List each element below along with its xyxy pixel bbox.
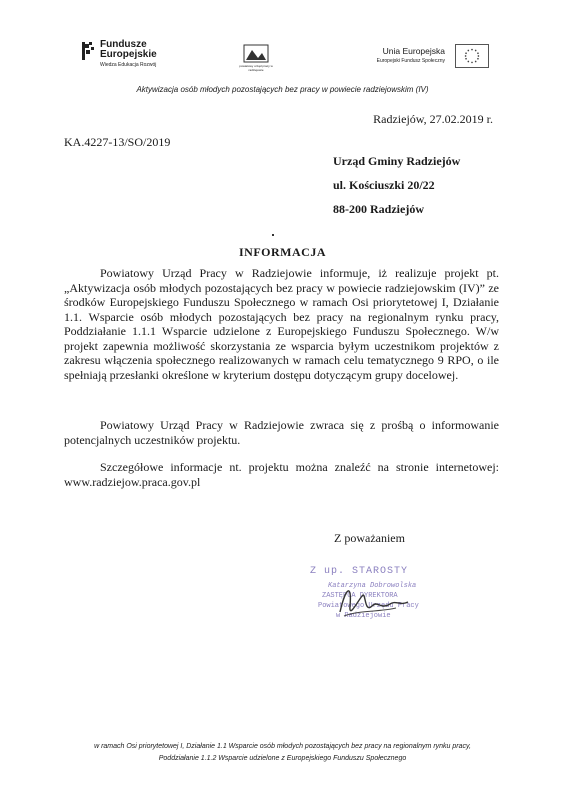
paragraph-1-text: Powiatowy Urząd Pracy w Radziejowie informuje, iż realizuje projekt pt. „Aktywizacja osób młodych pozostających bez pracy w powiecie radziejowskim (IV)” ze środków Europejskiego Funduszu Społecznego w ramach Osi priorytetowej I, Działanie 1.1. Wsparcie osób młodych pozostających bez pracy na regionalnym rynku pracy, Poddziałanie 1.1.1 Wsparcie udzielone z Europejskiego Funduszu Społecznego. W/w projekt zapewnia możliwość skorzystania ze wsparcia byłym uczestnikom projektów z zakresu włączenia społecznego realizowanych w ramach celu tematycznego 9 RPO, o ile spełniają przesłanki określone w kryterium dostępu dotyczącym grupy docelowej.: [64, 266, 499, 382]
footer-line2: Poddziałanie 1.1.2 Wsparcie udzielone z Europejskiego Funduszu Społecznego: [158, 755, 407, 762]
fundusze-europejskie-logo: [82, 40, 192, 76]
stamp-line1: Z up. STAROSTY: [310, 566, 409, 577]
reference-number: KA.4227-13/SO/2019: [64, 135, 171, 149]
stamp-line3: ZASTĘPCA DYREKTORA: [322, 592, 398, 600]
fe-logo-line3: Wiedza Edukacja Rozwój: [100, 62, 157, 68]
paragraph-2-text: Powiatowy Urząd Pracy w Radziejowie zwraca się z prośbą o informowanie potencjalnych uczestników projektu.: [64, 418, 499, 447]
official-stamp: [300, 566, 430, 646]
unia-europejska-logo: [367, 44, 489, 74]
eu-flag-icon: [455, 44, 489, 68]
handwritten-signature: [300, 566, 430, 646]
speck: [272, 234, 274, 236]
ue-logo-line2: Europejski Fundusz Społeczny: [376, 58, 445, 64]
closing-greeting: Z poważaniem: [334, 531, 405, 545]
body-paragraph-3: [64, 460, 499, 489]
ue-logo-line1: Unia Europejska: [382, 46, 445, 56]
recipient-street: ul. Kościuszki 20/22: [333, 178, 435, 192]
stamp-line5: w Radziejowie: [336, 612, 391, 620]
recipient-city: 88-200 Radziejów: [333, 202, 424, 216]
footer-line1: w ramach Osi priorytetowej I, Działanie 1.1 Wsparcie osób młodych pozostających bez pracy na regionalnym rynku pracy,: [94, 743, 471, 750]
recipient-name: Urząd Gminy Radziejów: [333, 154, 461, 168]
stamp-line4: Powiatowego Urzędu Pracy: [318, 602, 419, 610]
document-title: INFORMACJA: [239, 245, 326, 259]
pup-logo-text: powiatowy urząd pracy w radziejowie: [239, 64, 273, 72]
page-footer: [0, 741, 565, 765]
body-paragraph-2: [64, 418, 499, 447]
fe-flag-icon: [82, 42, 96, 60]
pup-emblem-icon: [238, 44, 274, 64]
fe-logo-line1: Fundusze: [100, 39, 147, 50]
fe-logo-line2: Europejskie: [100, 49, 157, 60]
stamp-line2: Katarzyna Dobrowolska: [328, 582, 417, 590]
project-header: Aktywizacja osób młodych pozostających bez pracy w powiecie radziejowskim (IV): [136, 85, 429, 94]
letter-date: Radziejów, 27.02.2019 r.: [373, 112, 493, 126]
pup-logo: [238, 44, 274, 74]
paragraph-3-text: Szczegółowe informacje nt. projektu można znaleźć na stronie internetowej: www.radziejow.praca.gov.pl: [64, 460, 499, 489]
body-paragraph-1: [64, 266, 499, 382]
